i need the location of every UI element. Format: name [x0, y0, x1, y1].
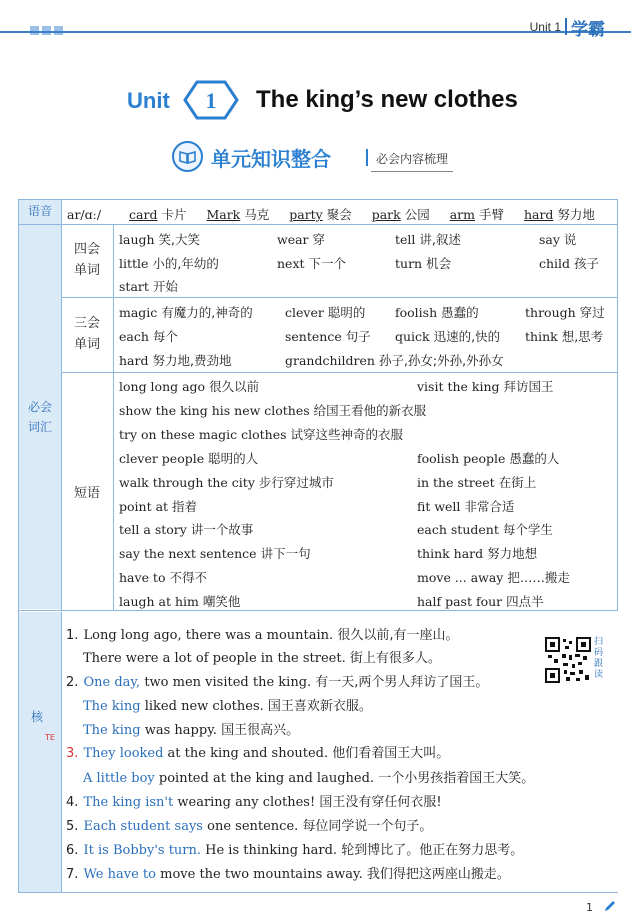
qr-code[interactable] [545, 637, 591, 683]
phrase-item: foolish people 愚蠢的人 [417, 451, 560, 466]
vocab-item: say 说 [539, 232, 577, 247]
row-label-four-skill: 四会 单词 [73, 242, 100, 278]
vocab-item: child 孩子 [539, 256, 600, 271]
section-subtitle: 必会内容梳理 [376, 152, 449, 166]
pencil-icon [603, 898, 617, 917]
header-unit-label: Unit 1 [529, 20, 561, 34]
section-border [61, 612, 62, 892]
sentence-line: 7. We have to move the two mountains away. 我们得把这两座山搬走。 [66, 867, 510, 882]
sentence-line: 4. The king isn't wearing any clothes! 国王没有穿任何衣服! [66, 795, 442, 810]
phrase-item: say the next sentence 讲下一句 [119, 546, 311, 561]
phrase-item: clever people 聪明的人 [119, 451, 259, 466]
phrase-item: have to 不得不 [119, 570, 207, 585]
core-tip: TE [45, 733, 55, 742]
vocab-item: little 小的,年幼的 [119, 256, 219, 271]
phrase-item: tell a story 讲一个故事 [119, 522, 254, 537]
vocab-item: laugh 笑,大笑 [119, 232, 201, 247]
book-icon [172, 141, 203, 172]
phrase-item: show the king his new clothes 给国王看他的新衣服 [119, 403, 427, 418]
phrase-item: half past four 四点半 [417, 594, 544, 609]
phonics-row [67, 205, 595, 223]
table-divider [113, 225, 114, 610]
vocab-item: grandchildren 孙子,孙女;外孙,外孙女 [285, 353, 504, 368]
phonics-word: hard 努力地 [523, 207, 595, 222]
phonics-word: park 公园 [371, 207, 430, 222]
sentence-line: The king liked new clothes. 国王喜欢新衣服。 [83, 699, 372, 714]
row-label-phonics: 语音 [27, 204, 52, 218]
vocab-item: sentence 句子 [285, 329, 371, 344]
sentence-line: 6. It is Bobby's turn. He is thinking hard. 轮到博比了。他正在努力思考。 [66, 843, 524, 858]
vocab-item: start 开始 [119, 279, 178, 294]
sentence-line: There were a lot of people in the street. 街上有很多人。 [83, 651, 441, 666]
phrase-item: each student 每个学生 [417, 522, 553, 537]
vocab-item: clever 聪明的 [285, 305, 366, 320]
sentence-line: The king was happy. 国王很高兴。 [83, 723, 300, 738]
sentence-line: 1. Long long ago, there was a mountain. 很久以前,有一座山。 [66, 628, 459, 643]
vocab-item: foolish 愚蠢的 [395, 305, 479, 320]
phrase-item: try on these magic clothes 试穿这些神奇的衣服 [119, 427, 404, 442]
phonics-word: card 卡片 [129, 207, 187, 222]
header-brand: 学霸 [571, 20, 605, 40]
unit-number-badge [183, 80, 239, 124]
vocab-item: through 穿过 [525, 305, 605, 320]
vocab-item: hard 努力地,费劲地 [119, 353, 232, 368]
phrase-item: move ... away 把……搬走 [417, 570, 570, 585]
vocab-item: quick 迅速的,快的 [395, 329, 501, 344]
phrase-item: walk through the city 步行穿过城市 [119, 475, 334, 490]
phrase-item: in the street 在街上 [417, 475, 537, 490]
phonics-word: Mark 马克 [206, 207, 270, 222]
phonics-word: party 聚会 [289, 207, 352, 222]
row-label-must-know: 必会 词汇 [27, 400, 52, 434]
sentence-line: 2. One day, two men visited the king. 有一天,两个男人拜访了国王。 [66, 675, 489, 690]
phrase-item: visit the king 拜访国王 [417, 379, 554, 394]
section-underline [371, 171, 453, 172]
page-title: The king’s new clothes [256, 86, 518, 113]
qr-caption: 扫码跟读 [594, 637, 604, 680]
section-border [18, 611, 19, 892]
vocab-item: next 下一个 [277, 256, 347, 271]
phrase-item: think hard 努力地想 [417, 546, 538, 561]
vocab-item: tell 讲,叙述 [395, 232, 461, 247]
section-divider [366, 149, 368, 166]
table-divider [19, 224, 617, 225]
page-number: 1 [586, 901, 593, 914]
vocab-item: magic 有魔力的,神奇的 [119, 305, 253, 320]
unit-number: 1 [205, 88, 217, 113]
vocab-item: each 每个 [119, 329, 178, 344]
phrase-item: laugh at him 嘲笑他 [119, 594, 241, 609]
section-title: 单元知识整合 [211, 147, 331, 171]
section-border [18, 892, 618, 893]
core-label-column [19, 612, 61, 892]
table-divider [61, 372, 617, 373]
sentence-line: 3. They looked at the king and shouted. 他们看着国王大叫。 [66, 746, 450, 761]
phonics-sound: ar/ɑː/ [67, 207, 102, 222]
table-divider [61, 297, 617, 298]
vocab-item: turn 机会 [395, 256, 452, 271]
sentence-line: A little boy pointed at the king and laughed. 一个小男孩指着国王大笑。 [83, 771, 535, 786]
title-unit-word: Unit [127, 88, 170, 113]
row-label-three-skill: 三会 单词 [73, 316, 100, 352]
phrase-item: point at 指着 [119, 499, 198, 514]
phrase-item: fit well 非常合适 [417, 499, 515, 514]
sentence-line: 5. Each student says one sentence. 每位同学说一个句子。 [66, 819, 433, 834]
vocab-item: wear 穿 [277, 232, 326, 247]
vocab-item: think 想,思考 [525, 329, 604, 344]
header-divider [565, 18, 567, 35]
phonics-word: arm 手臂 [449, 207, 504, 222]
row-label-phrases: 短语 [73, 486, 100, 501]
core-label: 核 [31, 710, 44, 724]
phrase-item: long long ago 很久以前 [119, 379, 260, 394]
